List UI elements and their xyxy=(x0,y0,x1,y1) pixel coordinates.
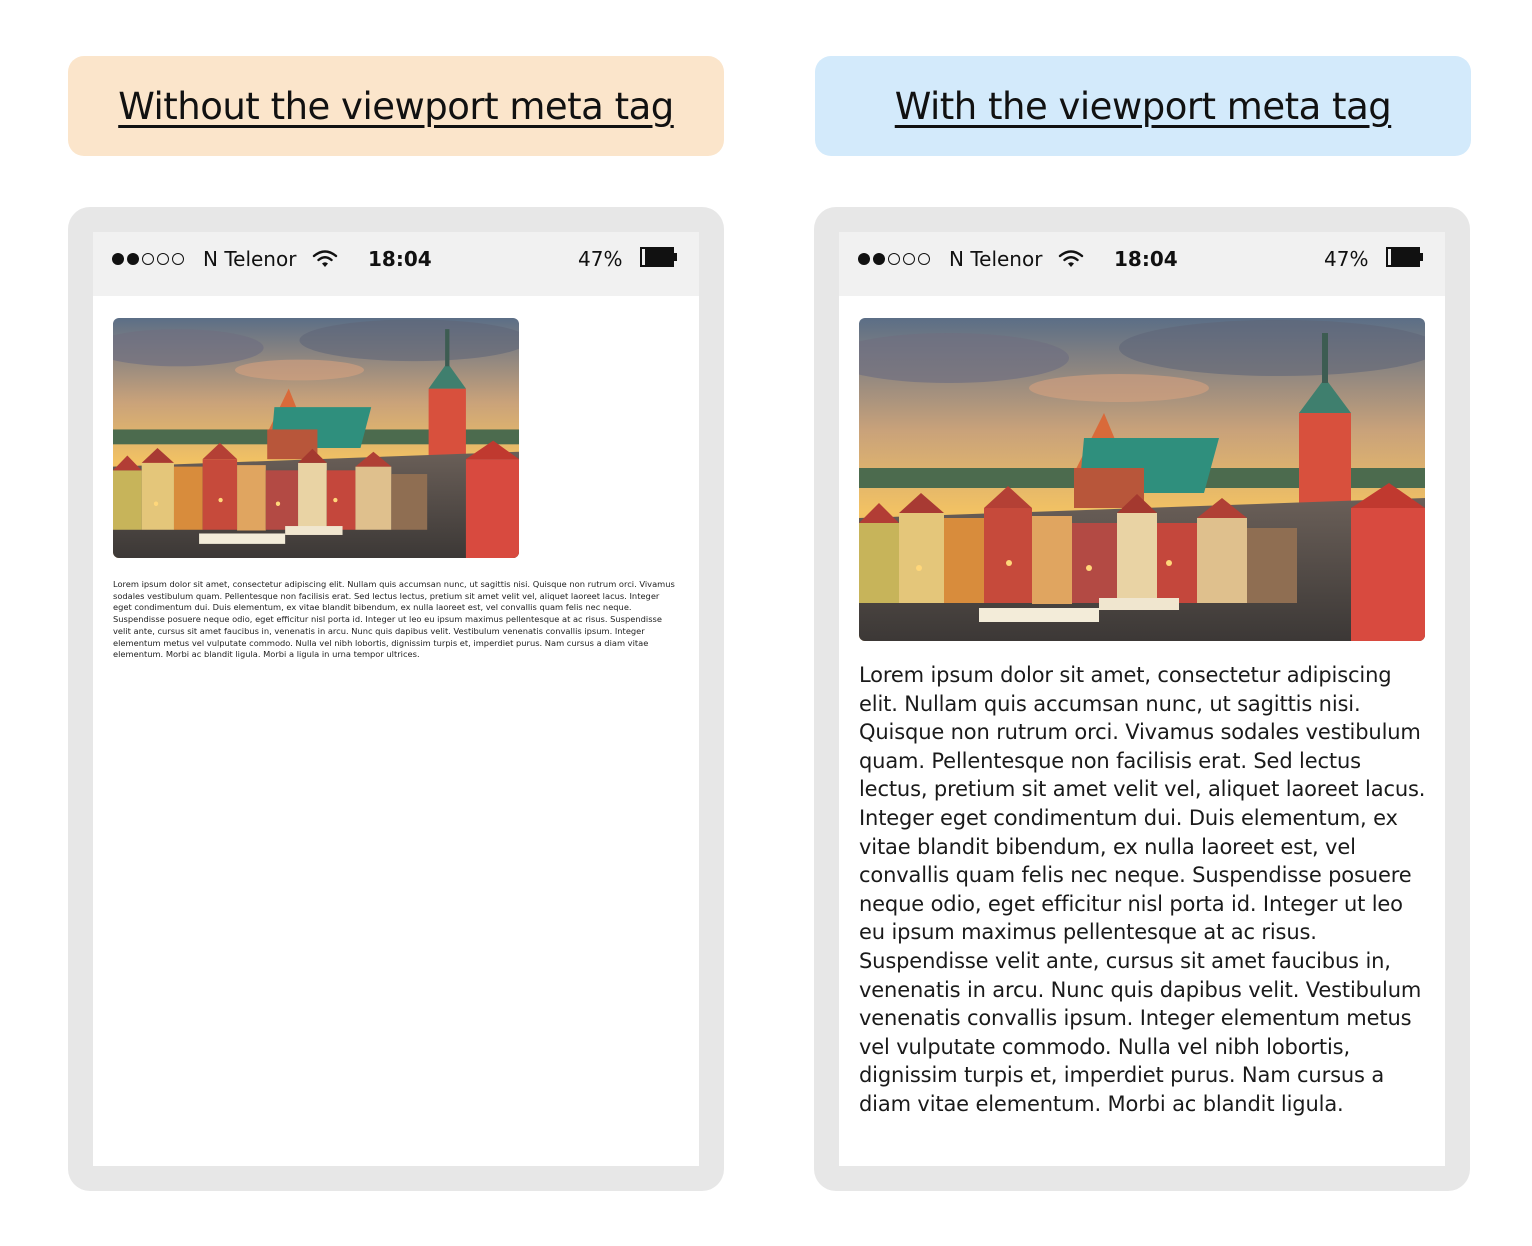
signal-dot xyxy=(157,253,169,265)
city-photo-svg xyxy=(113,318,519,558)
carrier-name: N Telenor xyxy=(949,247,1043,271)
battery-percentage: 47% xyxy=(1324,247,1369,271)
status-bar xyxy=(93,232,699,296)
body-text-small: Lorem ipsum dolor sit amet, consectetur adipiscing elit. Nullam quis accumsan nunc, ut sagittis nisi. Quisque non rutrum orci. Vivamus sodales vestibulum quam. Pellentesque non facilisis erat. Sed lectus lectus, pretium sit amet velit vel, aliquet laoreet lacus. Integer eget condimentum dui. Duis elementum, ex vitae blandit bibendum, ex nulla laoreet est, vel convallis quam felis nec neque. Suspendisse posuere neque odio, eget efficitur nisl porta id. Integer ut leo eu ipsum maximus pellentesque at ac risus. Suspendisse velit ante, cursus sit amet faucibus in, venenatis in arcu. Nunc quis dapibus velit. Vestibulum venenatis convallis ipsum. Integer elementum metus vel vulputate commodo. Nulla vel nibh lobortis, dignissim turpis et, imperdiet purus. Nam cursus a diam vitae elementum. Morbi ac blandit ligula. Morbi a ligula in urna tempor ultrices. xyxy=(113,579,675,660)
battery-icon xyxy=(1386,247,1424,267)
phone-with-viewport xyxy=(814,207,1470,1191)
signal-dot xyxy=(858,253,870,265)
signal-strength-icon xyxy=(112,253,184,265)
city-photo xyxy=(113,318,519,558)
battery-icon xyxy=(640,247,678,267)
header-title-without: Without the viewport meta tag xyxy=(118,84,674,128)
signal-dot xyxy=(127,253,139,265)
signal-dot xyxy=(903,253,915,265)
carrier-name: N Telenor xyxy=(203,247,297,271)
signal-dot xyxy=(873,253,885,265)
wifi-icon xyxy=(311,247,339,271)
status-time: 18:04 xyxy=(368,247,432,271)
header-card-with xyxy=(815,56,1471,156)
body-text-large: Lorem ipsum dolor sit amet, consectetur adipiscing elit. Nullam quis accumsan nunc, ut sagittis nisi. Quisque non rutrum orci. Vivamus sodales vestibulum quam. Pellentesque non facilisis erat. Sed lectus lectus, pretium sit amet velit vel, aliquet laoreet lacus. Integer eget condimentum dui. Duis elementum, ex vitae blandit bibendum, ex nulla laoreet est, vel convallis quam felis nec neque. Suspendisse posuere neque odio, eget efficitur nisl porta id. Integer ut leo eu ipsum maximus pellentesque at ac risus. Suspendisse velit ante, cursus sit amet faucibus in, venenatis in arcu. Nunc quis dapibus velit. Vestibulum venenatis convallis ipsum. Integer elementum metus vel vulputate commodo. Nulla vel nibh lobortis, dignissim turpis et, imperdiet purus. Nam cursus a diam vitae elementum. Morbi ac blandit ligula. xyxy=(859,663,1426,1116)
signal-dot xyxy=(918,253,930,265)
phone-screen-without xyxy=(93,232,699,1166)
phone-screen-with xyxy=(839,232,1445,1166)
wifi-icon xyxy=(1057,247,1085,271)
signal-strength-icon xyxy=(858,253,930,265)
city-photo xyxy=(859,318,1425,641)
signal-dot xyxy=(888,253,900,265)
phone-without-viewport xyxy=(68,207,724,1191)
battery-percentage: 47% xyxy=(578,247,623,271)
status-bar xyxy=(839,232,1445,296)
signal-dot xyxy=(172,253,184,265)
status-time: 18:04 xyxy=(1114,247,1178,271)
header-title-with: With the viewport meta tag xyxy=(894,84,1392,128)
signal-dot xyxy=(112,253,124,265)
signal-dot xyxy=(142,253,154,265)
header-card-without xyxy=(68,56,724,156)
city-photo-svg xyxy=(859,318,1425,641)
